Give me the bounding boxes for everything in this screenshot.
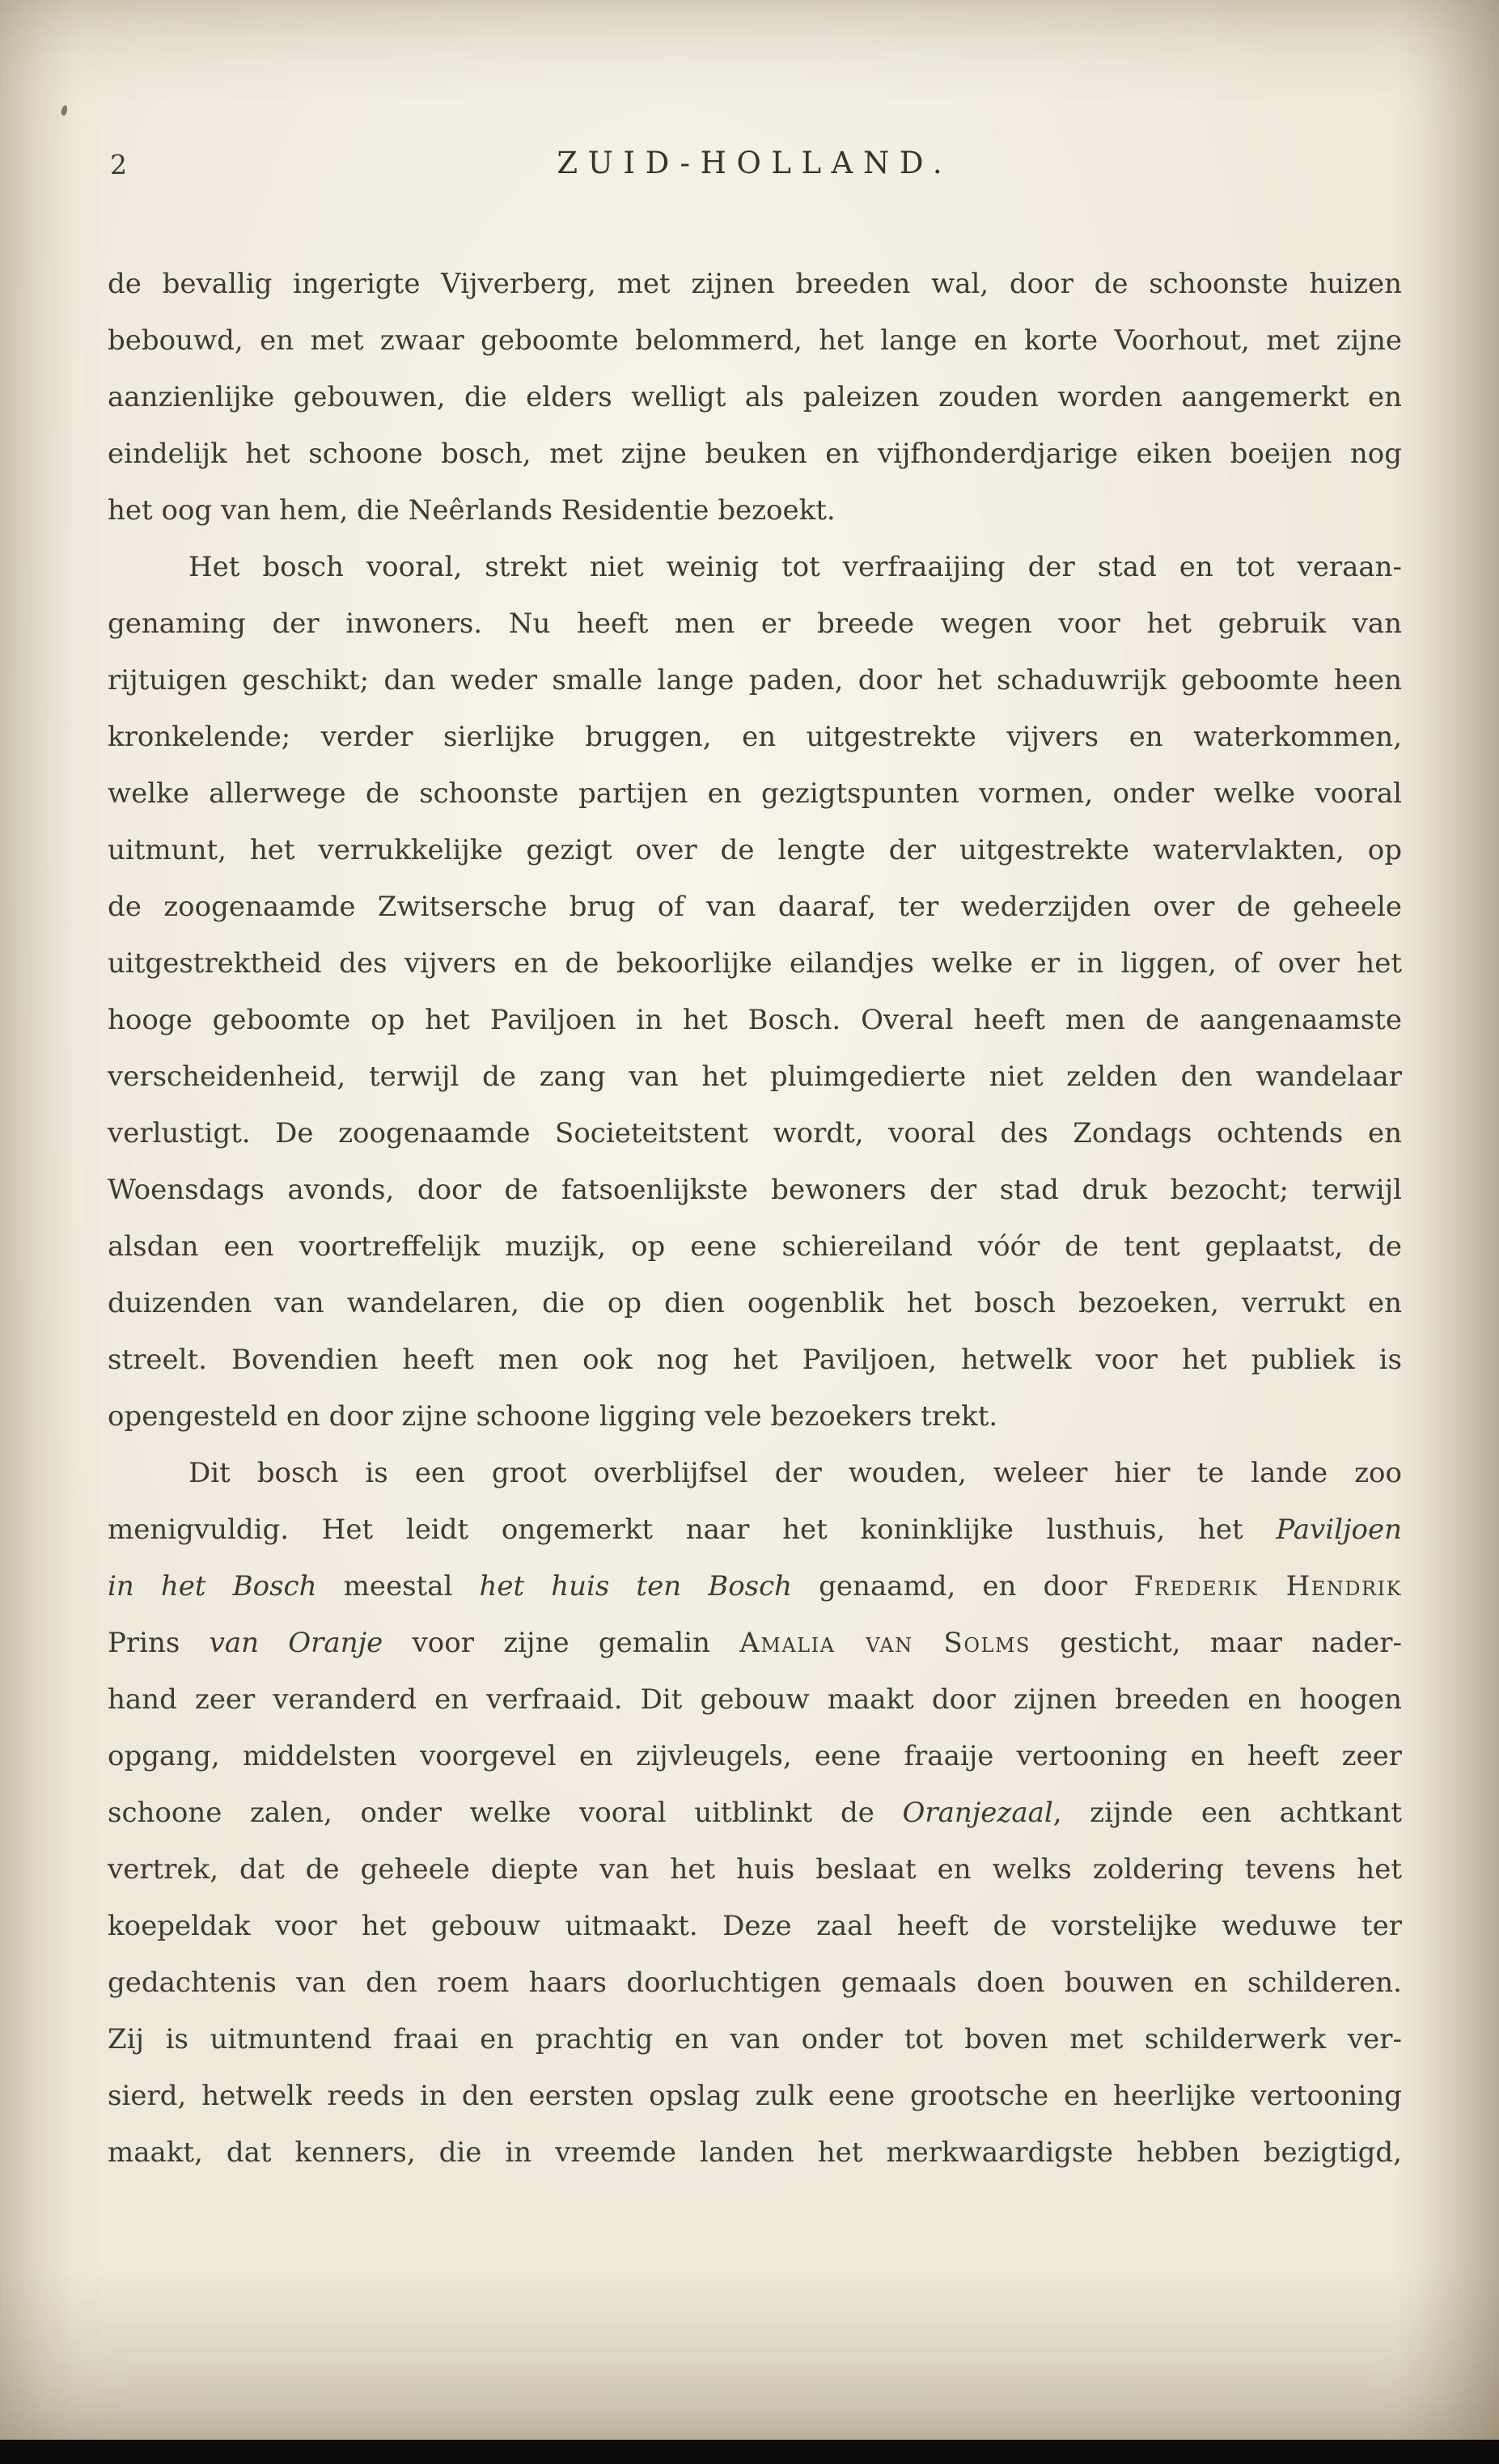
body-text: koepeldak voor het gebouw uitmaakt. Deze zaal heeft de vorstelijke weduwe ter <box>108 1910 1402 1942</box>
italic-text: Paviljoen <box>1276 1514 1402 1546</box>
paragraph <box>108 256 1402 539</box>
text-line <box>108 1331 1402 1388</box>
italic-text: van Oranje <box>209 1627 383 1659</box>
body-text: het oog van hem, die Neêrlands Residentie bezoekt. <box>108 494 836 527</box>
text-line <box>108 1954 1402 2011</box>
body-text: maakt, dat kenners, die in vreemde landen het merkwaardigste hebben bezigtigd, <box>108 2136 1402 2169</box>
text-line <box>108 539 1402 595</box>
text-line <box>108 652 1402 709</box>
running-header-title: ZUID-HOLLAND. <box>557 146 953 180</box>
body-text: opengesteld en door zijne schoone ligging vele bezoekers trekt. <box>108 1400 998 1433</box>
body-text: gesticht, maar nader- <box>1030 1627 1402 1659</box>
text-line <box>108 1218 1402 1275</box>
text-block <box>108 256 1402 2181</box>
body-text: genaamd, en door <box>792 1570 1134 1602</box>
text-line <box>108 1671 1402 1728</box>
scan-edge-strip <box>0 2440 1499 2464</box>
ink-speck <box>61 104 69 116</box>
text-line <box>108 1275 1402 1331</box>
text-line <box>108 1898 1402 1954</box>
text-line <box>108 256 1402 312</box>
body-text: de bevallig ingerigte Vijverberg, met zijnen breeden wal, door de schoonste huizen <box>108 268 1402 300</box>
body-text: hooge geboomte op het Paviljoen in het Bosch. Overal heeft men de aangenaamste <box>108 1004 1402 1036</box>
text-line <box>108 992 1402 1048</box>
text-line <box>108 1841 1402 1898</box>
body-text: opgang, middelsten voorgevel en zijvleugels, eene fraaije vertooning en heeft zeer <box>108 1740 1402 1772</box>
body-text: vertrek, dat de geheele diepte van het huis beslaat en welks zoldering tevens het <box>108 1853 1402 1886</box>
text-line <box>108 1558 1402 1615</box>
italic-text: Oranjezaal <box>902 1797 1053 1829</box>
body-text: genaming der inwoners. Nu heeft men er breede wegen voor het gebruik van <box>108 608 1402 640</box>
body-text: kronkelende; verder sierlijke bruggen, en uitgestrekte vijvers en waterkommen, <box>108 721 1402 753</box>
text-line <box>108 878 1402 935</box>
body-text: sierd, hetwelk reeds in den eersten opslag zulk eene grootsche en heerlijke vertooning <box>108 2080 1402 2112</box>
body-text: duizenden van wandelaren, die op dien oogenblik het bosch bezoeken, verrukt en <box>108 1287 1402 1319</box>
text-line <box>108 312 1402 369</box>
text-line <box>108 2011 1402 2068</box>
text-line <box>108 482 1402 539</box>
text-line <box>108 425 1402 482</box>
italic-text: in het Bosch <box>108 1570 317 1602</box>
body-text: uitgestrektheid des vijvers en de bekoorlijke eilandjes welke er in liggen, of over het <box>108 947 1402 980</box>
body-text: hand zeer veranderd en verfraaid. Dit gebouw maakt door zijnen breeden en hoogen <box>108 1683 1402 1716</box>
text-line <box>108 2124 1402 2181</box>
body-text: bebouwd, en met zwaar geboomte belommerd, het lange en korte Voorhout, met zijne <box>108 324 1402 357</box>
text-line <box>108 1784 1402 1841</box>
text-line <box>108 1615 1402 1671</box>
body-text: eindelijk het schoone bosch, met zijne beuken en vijfhonderdjarige eiken boeijen nog <box>108 438 1402 470</box>
italic-text: het huis ten Bosch <box>479 1570 793 1602</box>
body-text: Zij is uitmuntend fraai en prachtig en van onder tot boven met schilderwerk ver- <box>108 2023 1402 2055</box>
text-line <box>108 369 1402 425</box>
body-text: alsdan een voortreffelijk muzijk, op eene schiereiland vóór de tent geplaatst, de <box>108 1230 1402 1263</box>
text-line <box>108 1728 1402 1784</box>
smallcaps-name: Amalia van Solms <box>739 1627 1031 1659</box>
body-text: verscheidenheid, terwijl de zang van het pluimgedierte niet zelden den wandelaar <box>108 1061 1402 1093</box>
text-line <box>108 1048 1402 1105</box>
body-text: meestal <box>316 1570 480 1602</box>
paragraph <box>108 1445 1402 2181</box>
text-line <box>108 1445 1402 1501</box>
body-text: Het bosch vooral, strekt niet weinig tot verfraaijing der stad en tot veraan- <box>188 551 1402 583</box>
text-line <box>108 765 1402 822</box>
body-text: voor zijne gemalin <box>383 1627 740 1659</box>
text-line <box>108 822 1402 878</box>
body-text: uitmunt, het verrukkelijke gezigt over de lengte der uitgestrekte watervlakten, op <box>108 834 1402 866</box>
paragraph <box>108 539 1402 1445</box>
body-text: Prins <box>108 1627 210 1659</box>
text-line <box>108 1501 1402 1558</box>
body-text: welke allerwege de schoonste partijen en gezigtspunten vormen, onder welke vooral <box>108 777 1402 810</box>
text-line <box>108 1388 1402 1445</box>
body-text: streelt. Bovendien heeft men ook nog het Paviljoen, hetwelk voor het publiek is <box>108 1344 1402 1376</box>
body-text: schoone zalen, onder welke vooral uitblinkt de <box>108 1797 903 1829</box>
body-text: , zijnde een achtkant <box>1052 1797 1402 1829</box>
text-line <box>108 1105 1402 1162</box>
text-line <box>108 935 1402 992</box>
body-text: menigvuldig. Het leidt ongemerkt naar het koninklijke lusthuis, het <box>108 1514 1277 1546</box>
page-number: 2 <box>110 149 127 180</box>
smallcaps-name: Frederik Hendrik <box>1133 1570 1402 1602</box>
body-text: gedachtenis van den roem haars doorluchtigen gemaals doen bouwen en schilderen. <box>108 1967 1402 1999</box>
body-text: Dit bosch is een groot overblijfsel der wouden, weleer hier te lande zoo <box>188 1457 1402 1489</box>
body-text: verlustigt. De zoogenaamde Societeitstent wordt, vooral des Zondags ochtends en <box>108 1117 1402 1149</box>
body-text: rijtuigen geschikt; dan weder smalle lange paden, door het schaduwrijk geboomte heen <box>108 664 1402 696</box>
text-line <box>108 2068 1402 2124</box>
body-text: aanzienlijke gebouwen, die elders welligt als paleizen zouden worden aangemerkt en <box>108 381 1402 413</box>
body-text: de zoogenaamde Zwitsersche brug of van daaraf, ter wederzijden over de geheele <box>108 891 1402 923</box>
text-line <box>108 709 1402 765</box>
body-text: Woensdags avonds, door de fatsoenlijkste bewoners der stad druk bezocht; terwijl <box>108 1174 1402 1206</box>
text-line <box>108 1162 1402 1218</box>
text-line <box>108 595 1402 652</box>
